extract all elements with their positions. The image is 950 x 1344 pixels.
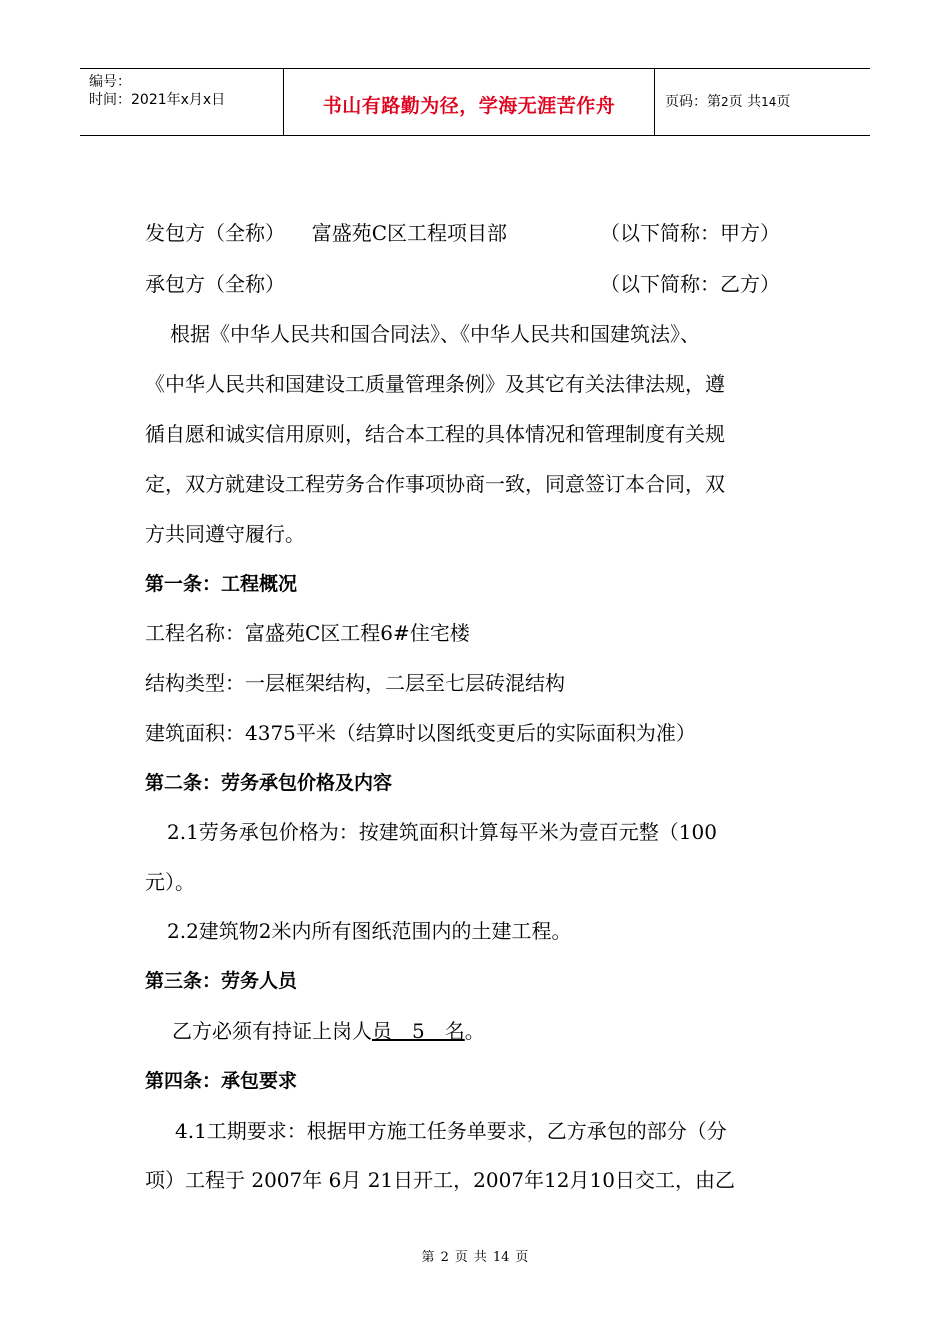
footer-current: 2 [440, 1250, 449, 1265]
preamble-line: 循自愿和诚实信用原则，结合本工程的具体情况和管理制度有关规 [145, 422, 725, 446]
party-a-line [145, 220, 780, 246]
page-total: 14 [761, 95, 777, 109]
document-time: 时间：2021年x月x日 [89, 92, 226, 108]
header-motto-cell [283, 69, 655, 135]
article-4-line: 4.1工期要求：根据甲方施工任务单要求，乙方承包的部分（分 [175, 1119, 727, 1143]
article-3-title: 第三条：劳务人员 [145, 970, 298, 992]
article-3-prefix: 乙方必须有持证上岗人 [172, 1019, 372, 1043]
footer-b: 页 [454, 1250, 468, 1265]
header-meta [80, 69, 283, 135]
party-a-name: 富盛苑C区工程项目部 [311, 221, 508, 245]
page-prefix: 页码：第 [665, 94, 721, 110]
article-2-line: 元）。 [145, 870, 195, 894]
preamble-line: 根据《中华人民共和国合同法》、《中华人民共和国建筑法》、 [170, 322, 700, 346]
party-b-alias: （以下简称：乙方） [600, 272, 780, 296]
page-current: 2 [721, 95, 729, 109]
article-3-line [172, 1018, 485, 1044]
preamble-line: 《中华人民共和国建设工质量管理条例》及其它有关法律法规，遵 [145, 372, 725, 396]
article-1-line: 建筑面积：4375平米（结算时以图纸变更后的实际面积为准） [145, 721, 696, 745]
article-2-line: 2.1劳务承包价格为：按建筑面积计算每平米为壹百元整（100 [167, 820, 717, 844]
header-motto: 书山有路勤为径，学海无涯苦作舟 [322, 95, 616, 117]
footer-total: 14 [492, 1250, 510, 1265]
party-b-label: 承包方（全称） [145, 272, 285, 296]
header-page-info [655, 69, 870, 135]
article-3-suffix: 。 [464, 1019, 485, 1043]
article-2-title: 第二条：劳务承包价格及内容 [145, 772, 393, 794]
article-4-line: 项）工程于 2007年 6月 21日开工，2007年12月10日交工，由乙 [145, 1168, 735, 1192]
article-4-title: 第四条：承包要求 [145, 1070, 298, 1092]
page-mid: 页 共 [728, 94, 762, 110]
party-a-alias: （以下简称：甲方） [600, 221, 780, 245]
page-footer [0, 1246, 950, 1265]
preamble-line: 方共同遵守履行。 [145, 522, 305, 546]
footer-a: 第 [421, 1250, 435, 1265]
preamble-line: 定，双方就建设工程劳务合作事项协商一致，同意签订本合同，双 [145, 472, 725, 496]
party-a-label: 发包方（全称） [145, 221, 285, 245]
article-2-line: 2.2建筑物2米内所有图纸范围内的土建工程。 [167, 919, 572, 943]
article-1-line: 结构类型：一层框架结构，二层至七层砖混结构 [145, 671, 565, 695]
party-b-line [145, 271, 780, 297]
document-number-label: 编号： [89, 74, 131, 90]
article-1-line: 工程名称：富盛苑C区工程6#住宅楼 [145, 621, 470, 645]
page-header [80, 68, 870, 136]
staff-count: 员 5 名 [372, 1019, 465, 1043]
article-1-title: 第一条：工程概况 [145, 573, 298, 595]
footer-d: 页 [515, 1250, 529, 1265]
footer-c: 共 [473, 1250, 487, 1265]
page-suffix: 页 [776, 94, 791, 110]
